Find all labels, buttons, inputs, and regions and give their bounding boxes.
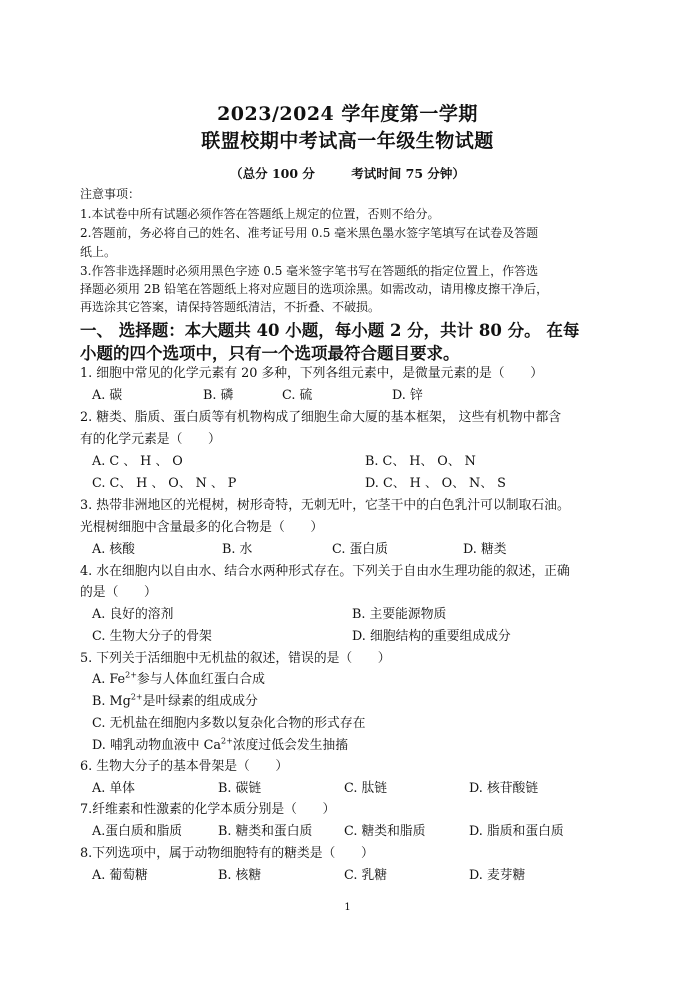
q7-option-d: D. 脂质和蛋白质	[469, 824, 564, 839]
q7-stem: 7.纤维素和性激素的化学本质分别是（ ）	[80, 802, 336, 817]
note-3-line3: 再选涂其它答案，请保持答题纸清洁，不折叠、不破损。	[80, 300, 381, 314]
q1-option-c: C. 硫	[282, 388, 313, 403]
q4-option-a: A. 良好的溶剂	[92, 607, 174, 622]
q5-option-c: C. 无机盐在细胞内多数以复杂化合物的形式存在	[92, 716, 366, 731]
exam-subtitle	[0, 164, 695, 182]
q1-option-a: A. 碳	[92, 388, 123, 403]
q3-option-c: C. 蛋白质	[332, 542, 388, 557]
q7-option-c: C. 糖类和脂质	[344, 824, 426, 839]
q6-option-d: D. 核苷酸链	[469, 781, 539, 796]
q3-option-d: D. 糖类	[463, 542, 507, 557]
q4-option-d: D. 细胞结构的重要组成成分	[352, 629, 511, 644]
q8-option-b: B. 核糖	[218, 868, 262, 883]
q1-stem: 1. 细胞中常见的化学元素有 20 多种，下列各组元素中，是微量元素的是（ ）	[80, 366, 543, 381]
q8-option-c: C. 乳糖	[344, 868, 388, 883]
q2-option-d: D. C、 H 、 O、 N、 S	[365, 476, 506, 491]
q2-option-c: C. C、 H 、 O、 N 、 P	[92, 476, 237, 491]
note-2-line2: 纸上。	[80, 245, 117, 259]
q5-option-b: B. $Mg^{2+}$是叶绿素的组成成分	[92, 692, 258, 709]
q8-option-a: A. 葡萄糖	[92, 868, 148, 883]
q3-stem-line1: 3. 热带非洲地区的光棍树，树形奇特，无刺无叶，它茎干中的白色乳汁可以制取石油。	[80, 498, 570, 513]
note-3-line2: 择题必须用 2B 铅笔在答题纸上将对应题目的选项涂黑。如需改动，请用橡皮擦干净后，	[80, 282, 549, 296]
exam-time: 考试时间 75 分钟）	[351, 166, 465, 181]
q5-option-d: D. 哺乳动物血液中 $Ca^{2+}$浓度过低会发生抽搐	[92, 736, 348, 753]
section1-heading-line1: 一、 选择题：本大题共 40 小题，每小题 2 分，共计 80 分。 在每	[80, 321, 580, 340]
q6-stem: 6. 生物大分子的基本骨架是（ ）	[80, 759, 289, 774]
q1-option-b: B. 磷	[203, 388, 234, 403]
page-number: 1	[344, 902, 351, 913]
q2-stem-line1: 2. 糖类、脂质、蛋白质等有机物构成了细胞生命大厦的基本框架， 这些有机物中都含	[80, 410, 562, 425]
q4-option-b: B. 主要能源物质	[352, 607, 447, 622]
exam-title-line2: 联盟校期中考试高一年级生物试题	[201, 130, 494, 152]
note-2-line1: 2.答题前，务必将自己的姓名、准考证号用 0.5 毫米黑色墨水签字笔填写在试卷及答题	[80, 226, 539, 240]
q2-option-a: A. C 、 H 、 O	[92, 454, 183, 469]
section1-heading-line2: 小题的四个选项中，只有一个选项最符合题目要求。	[80, 344, 460, 363]
exam-title-line1: 2023/2024 学年度第一学期	[217, 103, 478, 125]
notes-heading: 注意事项：	[80, 187, 141, 201]
q3-option-b: B. 水	[222, 542, 253, 557]
total-score: （总分 100 分	[230, 166, 315, 181]
q4-option-c: C. 生物大分子的骨架	[92, 629, 212, 644]
q8-option-d: D. 麦芽糖	[469, 868, 526, 883]
q7-option-b: B. 糖类和蛋白质	[218, 824, 313, 839]
q4-stem-line2: 的是（ ）	[80, 585, 157, 600]
note-1: 1.本试卷中所有试题必须作答在答题纸上规定的位置，否则不给分。	[80, 207, 440, 221]
q6-option-b: B. 碳链	[218, 781, 262, 796]
q7-option-a: A.蛋白质和脂质	[92, 824, 183, 839]
note-3-line1: 3.作答非选择题时必须用黑色字迹 0.5 毫米签字笔书写在答题纸的指定位置上，作答选	[80, 264, 539, 278]
q3-option-a: A. 核酸	[92, 542, 135, 557]
q1-option-d: D. 锌	[392, 388, 423, 403]
q6-option-c: C. 肽链	[344, 781, 388, 796]
q3-stem-line2: 光棍树细胞中含量最多的化合物是（ ）	[80, 520, 324, 535]
q6-option-a: A. 单体	[92, 781, 135, 796]
q2-stem-line2: 有的化学元素是（ ）	[80, 432, 221, 447]
q4-stem-line1: 4. 水在细胞内以自由水、结合水两种形式存在。下列关于自由水生理功能的叙述，正确	[80, 564, 570, 579]
q8-stem: 8.下列选项中，属于动物细胞特有的糖类是（ ）	[80, 846, 374, 861]
q2-option-b: B. C、 H、 O、 N	[365, 454, 476, 469]
q5-stem: 5. 下列关于活细胞中无机盐的叙述，错误的是（ ）	[80, 651, 391, 666]
q5-option-a: A. $Fe^{2+}$参与人体血红蛋白合成	[92, 670, 265, 687]
